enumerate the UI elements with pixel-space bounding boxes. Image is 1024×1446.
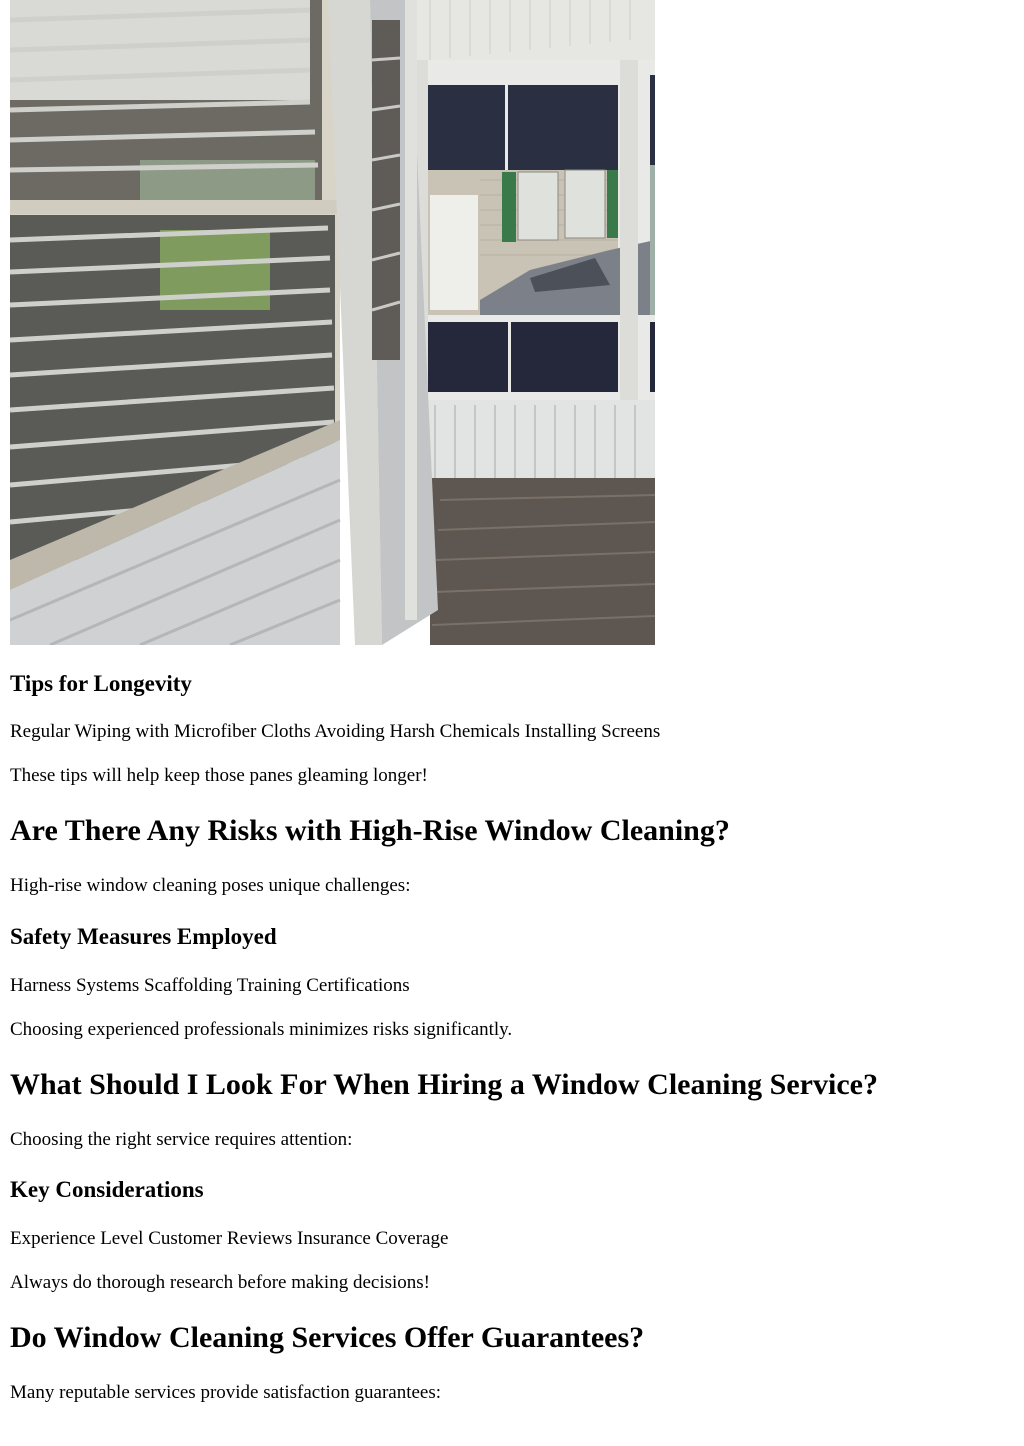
heading-guarantees: Do Window Cleaning Services Offer Guarantees? [10, 1321, 645, 1354]
heading-high-rise-risks: Are There Any Risks with High-Rise Window Cleaning? [10, 814, 730, 847]
heading-key-considerations: Key Considerations [10, 1177, 204, 1202]
risks-intro-text: High-rise window cleaning poses unique challenges: [10, 875, 411, 896]
key-note-text: Always do thorough research before making decisions! [10, 1272, 430, 1293]
heading-tips-for-longevity: Tips for Longevity [10, 671, 192, 696]
article-content [10, 0, 1014, 1403]
safety-list-text: Harness Systems Scaffolding Training Certifications [10, 975, 410, 996]
hiring-intro-text: Choosing the right service requires attention: [10, 1129, 353, 1150]
safety-note-text: Choosing experienced professionals minimizes risks significantly. [10, 1019, 513, 1040]
tips-list-text: Regular Wiping with Microfiber Cloths Avoiding Harsh Chemicals Installing Screens [10, 721, 661, 742]
porch-window-photo [10, 0, 655, 645]
heading-hiring-service: What Should I Look For When Hiring a Window Cleaning Service? [10, 1068, 878, 1101]
heading-safety-measures: Safety Measures Employed [10, 924, 277, 949]
key-list-text: Experience Level Customer Reviews Insurance Coverage [10, 1228, 449, 1249]
tips-note-text: These tips will help keep those panes gleaming longer! [10, 765, 428, 786]
guarantees-intro-text: Many reputable services provide satisfaction guarantees: [10, 1382, 442, 1403]
